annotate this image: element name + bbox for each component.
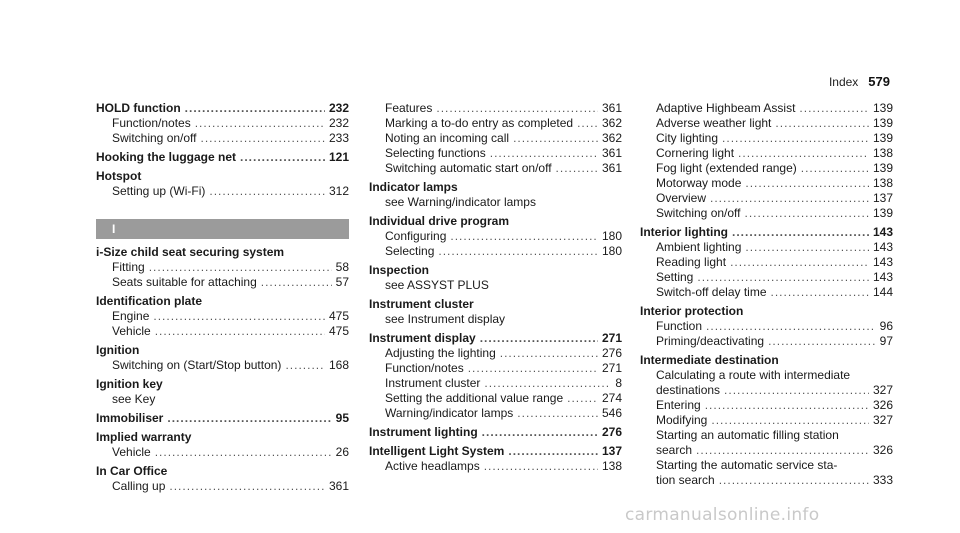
- index-subentry-label: Adverse weather light: [656, 116, 772, 130]
- index-subentry: [96, 445, 349, 460]
- index-subentry-page: 327: [872, 413, 893, 427]
- index-subentry: [640, 368, 893, 383]
- leader-dots: [490, 146, 598, 161]
- index-subentry-label: Function: [656, 319, 703, 333]
- index-subentry-page: 97: [879, 334, 893, 348]
- index-heading: [369, 214, 622, 229]
- index-subentry-label: Cornering light: [656, 146, 735, 160]
- index-subentry-label: Overview: [656, 191, 707, 205]
- index-subentry-page: 276: [601, 346, 622, 360]
- index-subentry-label: Warning/indicator lamps: [385, 406, 514, 420]
- page-header: [829, 74, 890, 89]
- index-subentry-label: Seats suitable for attaching: [112, 275, 257, 289]
- index-subentry: [640, 206, 893, 221]
- index-heading: [96, 411, 349, 426]
- index-subentry-label: Features: [385, 101, 433, 115]
- index-heading: [369, 180, 622, 195]
- index-subentry-label: Marking a to-do entry as completed: [385, 116, 574, 130]
- index-subentry: [369, 195, 622, 210]
- index-subentry-page: 333: [872, 473, 893, 487]
- index-subentry-label: Selecting functions: [385, 146, 486, 160]
- index-column-3: [640, 101, 893, 492]
- index-subentry-page: 180: [601, 244, 622, 258]
- leader-dots: [706, 319, 876, 334]
- leader-dots: [484, 376, 611, 391]
- col3-entries: [640, 101, 893, 492]
- index-subentry-page: 143: [872, 240, 893, 254]
- index-heading-label: Instrument display: [369, 331, 476, 345]
- index-subentry-label: Fog light (extended range): [656, 161, 797, 175]
- index-subentry-label: Noting an incoming call: [385, 131, 510, 145]
- leader-dots: [730, 255, 869, 270]
- index-subentry-page: 139: [872, 161, 893, 175]
- index-subentry-label: Function/notes: [385, 361, 464, 375]
- index-subentry: [369, 278, 622, 293]
- index-subentry-page: 137: [872, 191, 893, 205]
- leader-dots: [556, 161, 598, 176]
- section-letter-bar: I: [96, 219, 349, 239]
- leader-dots: [201, 131, 325, 146]
- index-entry: [96, 343, 349, 373]
- entry-gap: [640, 488, 893, 492]
- index-subentry-page: 361: [601, 101, 622, 115]
- index-subentry-page: 143: [872, 255, 893, 269]
- index-heading-label: Inspection: [369, 263, 430, 277]
- index-entry: [96, 150, 349, 165]
- index-heading-label: Individual drive program: [369, 214, 510, 228]
- leader-dots: [768, 334, 876, 349]
- index-subentry-page: 362: [601, 116, 622, 130]
- index-subentry: [369, 131, 622, 146]
- index-subentry-page: 362: [601, 131, 622, 145]
- index-subentry: [640, 383, 893, 398]
- leader-dots: [185, 101, 325, 116]
- leader-dots: [801, 161, 869, 176]
- index-subentry-label: Switching on (Start/Stop button): [112, 358, 282, 372]
- index-subentry-label: Instrument cluster: [385, 376, 481, 390]
- index-heading-label: i-Size child seat securing system: [96, 245, 285, 259]
- leader-dots: [209, 184, 325, 199]
- leader-dots: [745, 240, 869, 255]
- index-heading: [96, 169, 349, 184]
- index-subentry-page: 139: [872, 116, 893, 130]
- index-subentry-page: 138: [872, 176, 893, 190]
- index-subentry: [96, 184, 349, 199]
- index-heading: [369, 263, 622, 278]
- index-subentry-label: Priming/deactivating: [656, 334, 765, 348]
- index-entry: [369, 214, 622, 259]
- index-subentry: [369, 244, 622, 259]
- index-subentry-label: Setting up (Wi-Fi): [112, 184, 206, 198]
- index-heading-label: Instrument cluster: [369, 297, 474, 311]
- index-heading-label: Hotspot: [96, 169, 142, 183]
- leader-dots: [436, 101, 598, 116]
- index-subentry: [640, 413, 893, 428]
- index-subentry-label: see Instrument display: [385, 312, 506, 326]
- index-subentry-page: 58: [335, 260, 349, 274]
- index-subentry-label: Switching on/off: [112, 131, 197, 145]
- leader-dots: [705, 398, 869, 413]
- index-entry: [96, 377, 349, 407]
- entry-gap: [96, 494, 349, 498]
- index-subentry-label: Configuring: [385, 229, 447, 243]
- index-heading: [96, 294, 349, 309]
- leader-dots: [722, 131, 869, 146]
- leader-dots: [240, 150, 325, 165]
- index-subentry: [96, 479, 349, 494]
- index-heading-label: HOLD function: [96, 101, 181, 115]
- leader-dots: [732, 225, 869, 240]
- index-entry: [369, 444, 622, 474]
- index-entry: [369, 180, 622, 210]
- index-subentry: [369, 361, 622, 376]
- index-heading-page: 95: [335, 411, 349, 425]
- leader-dots: [167, 411, 331, 426]
- leader-dots: [285, 358, 325, 373]
- index-subentry: [640, 443, 893, 458]
- index-heading-page: 276: [601, 425, 622, 439]
- leader-dots: [508, 444, 598, 459]
- index-subentry-label: tion search: [656, 473, 715, 487]
- index-subentry-page: 144: [872, 285, 893, 299]
- index-subentry-label: Active headlamps: [385, 459, 480, 473]
- index-heading-label: Implied warranty: [96, 430, 192, 444]
- index-subentry: [369, 406, 622, 421]
- leader-dots: [745, 206, 869, 221]
- index-subentry-page: 8: [615, 376, 622, 390]
- index-subentry: [369, 101, 622, 116]
- index-subentry-page: 475: [328, 309, 349, 323]
- index-subentry-page: 271: [601, 361, 622, 375]
- leader-dots: [155, 324, 325, 339]
- leader-dots: [719, 473, 869, 488]
- index-heading-page: 121: [328, 150, 349, 164]
- index-heading: [96, 101, 349, 116]
- index-subentry-label: Setting: [656, 270, 694, 284]
- index-heading-label: Ignition: [96, 343, 140, 357]
- index-entry: [369, 297, 622, 327]
- index-subentry: [369, 391, 622, 406]
- index-heading-page: 232: [328, 101, 349, 115]
- index-subentry-page: 233: [328, 131, 349, 145]
- index-subentry: [640, 270, 893, 285]
- index-subentry: [369, 312, 622, 327]
- col1-entries: [96, 101, 349, 203]
- index-heading: [96, 150, 349, 165]
- index-column-1: [96, 101, 349, 498]
- index-subentry: [640, 240, 893, 255]
- index-subentry-label: Adjusting the lighting: [385, 346, 496, 360]
- index-subentry: [96, 324, 349, 339]
- leader-dots: [738, 146, 869, 161]
- index-subentry-page: 138: [872, 146, 893, 160]
- index-heading: [96, 430, 349, 445]
- leader-dots: [484, 459, 598, 474]
- leader-dots: [745, 176, 869, 191]
- index-subentry-label: Setting the additional value range: [385, 391, 564, 405]
- leader-dots: [513, 131, 598, 146]
- index-subentry: [640, 255, 893, 270]
- index-subentry: [369, 459, 622, 474]
- index-subentry: [96, 260, 349, 275]
- index-subentry-page: 139: [872, 101, 893, 115]
- index-subentry-page: 57: [335, 275, 349, 289]
- index-subentry-page: 96: [879, 319, 893, 333]
- index-subentry-page: 475: [328, 324, 349, 338]
- index-heading-label: Immobiliser: [96, 411, 164, 425]
- col2-entries: [369, 101, 622, 478]
- index-entry: [96, 245, 349, 290]
- leader-dots: [697, 270, 869, 285]
- index-subentry-page: 168: [328, 358, 349, 372]
- leader-dots: [799, 101, 869, 116]
- index-subentry: [640, 116, 893, 131]
- index-entry: [369, 101, 622, 176]
- index-heading-label: Interior protection: [640, 304, 744, 318]
- index-subentry-page: 361: [601, 161, 622, 175]
- index-subentry-label: Modifying: [656, 413, 708, 427]
- leader-dots: [450, 229, 598, 244]
- header-label: Index: [828, 75, 859, 89]
- index-heading: [369, 444, 622, 459]
- index-heading-page: 137: [601, 444, 622, 458]
- index-heading: [640, 304, 893, 319]
- page-number: 579: [868, 74, 890, 89]
- index-subentry: [640, 131, 893, 146]
- index-entry: [369, 425, 622, 440]
- index-subentry-page: 361: [328, 479, 349, 493]
- index-heading: [96, 245, 349, 260]
- index-heading-label: Ignition key: [96, 377, 163, 391]
- index-subentry-label: Adaptive Highbeam Assist: [656, 101, 796, 115]
- index-heading: [640, 353, 893, 368]
- leader-dots: [468, 361, 598, 376]
- index-subentry-label: search: [656, 443, 693, 457]
- index-entry: [640, 101, 893, 221]
- index-subentry: [640, 319, 893, 334]
- leader-dots: [169, 479, 325, 494]
- leader-dots: [775, 116, 869, 131]
- index-subentry-label: Motorway mode: [656, 176, 742, 190]
- index-entry: [640, 304, 893, 349]
- index-subentry: [96, 275, 349, 290]
- index-subentry-page: 26: [335, 445, 349, 459]
- index-subentry: [640, 473, 893, 488]
- index-heading-label: Intelligent Light System: [369, 444, 505, 458]
- index-heading: [640, 225, 893, 240]
- watermark: carmanualsonline.info: [625, 505, 820, 525]
- entry-gap: [369, 474, 622, 478]
- index-subentry: [369, 116, 622, 131]
- index-subentry-page: 138: [601, 459, 622, 473]
- index-subentry-label: Switching automatic start on/off: [385, 161, 552, 175]
- index-heading-label: In Car Office: [96, 464, 168, 478]
- index-subentry-page: 326: [872, 443, 893, 457]
- leader-dots: [517, 406, 598, 421]
- index-heading: [369, 425, 622, 440]
- index-heading-label: Indicator lamps: [369, 180, 458, 194]
- index-subentry: [369, 161, 622, 176]
- index-heading: [369, 297, 622, 312]
- index-subentry-page: 312: [328, 184, 349, 198]
- leader-dots: [710, 191, 869, 206]
- index-entry: [96, 169, 349, 199]
- index-subentry: [369, 229, 622, 244]
- index-entry: [96, 294, 349, 339]
- index-subentry-page: 232: [328, 116, 349, 130]
- index-subentry: [640, 101, 893, 116]
- index-subentry-page: 274: [601, 391, 622, 405]
- leader-dots: [155, 445, 332, 460]
- index-subentry-label: Calculating a route with intermediate: [656, 368, 851, 382]
- index-subentry-label: Function/notes: [112, 116, 191, 130]
- index-heading-label: Identification plate: [96, 294, 203, 308]
- index-subentry: [96, 392, 349, 407]
- index-subentry-label: Ambient lighting: [656, 240, 742, 254]
- index-heading: [96, 377, 349, 392]
- index-subentry-label: Starting an automatic filling station: [656, 428, 839, 442]
- index-subentry: [96, 309, 349, 324]
- leader-dots: [149, 260, 332, 275]
- index-subentry-label: see ASSYST PLUS: [385, 278, 489, 292]
- index-subentry-page: 326: [872, 398, 893, 412]
- index-entry: [96, 430, 349, 460]
- index-subentry-page: 327: [872, 383, 893, 397]
- entry-gap: [96, 199, 349, 203]
- leader-dots: [438, 244, 598, 259]
- index-entry: [369, 263, 622, 293]
- index-subentry: [369, 346, 622, 361]
- index-subentry: [640, 191, 893, 206]
- index-subentry: [640, 146, 893, 161]
- leader-dots: [480, 331, 598, 346]
- index-subentry-page: 139: [872, 206, 893, 220]
- leader-dots: [567, 391, 598, 406]
- index-subentry-label: see Key: [112, 392, 156, 406]
- index-entry: [96, 411, 349, 426]
- index-column-2: [369, 101, 622, 478]
- index-subentry: [640, 334, 893, 349]
- index-entry: [96, 101, 349, 146]
- leader-dots: [724, 383, 869, 398]
- index-entry: [369, 331, 622, 421]
- index-subentry: [369, 376, 622, 391]
- index-heading-page: 143: [872, 225, 893, 239]
- leader-dots: [482, 425, 598, 440]
- index-subentry: [640, 176, 893, 191]
- index-subentry-page: 139: [872, 131, 893, 145]
- index-subentry-page: 180: [601, 229, 622, 243]
- index-heading: [96, 464, 349, 479]
- index-subentry-label: Engine: [112, 309, 150, 323]
- col1b-entries: [96, 245, 349, 498]
- index-subentry: [640, 161, 893, 176]
- index-subentry-label: destinations: [656, 383, 721, 397]
- index-subentry-label: Switching on/off: [656, 206, 741, 220]
- index-subentry-label: City lighting: [656, 131, 719, 145]
- index-subentry-label: Vehicle: [112, 324, 151, 338]
- index-subentry-label: Starting the automatic service sta-: [656, 458, 838, 472]
- index-subentry-label: see Warning/indicator lamps: [385, 195, 536, 209]
- index-heading-page: 271: [601, 331, 622, 345]
- index-subentry-label: Calling up: [112, 479, 166, 493]
- leader-dots: [771, 285, 869, 300]
- leader-dots: [577, 116, 598, 131]
- index-subentry-label: Entering: [656, 398, 701, 412]
- leader-dots: [696, 443, 869, 458]
- index-heading-label: Hooking the luggage net: [96, 150, 236, 164]
- leader-dots: [500, 346, 598, 361]
- index-entry: [640, 225, 893, 300]
- index-subentry: [96, 131, 349, 146]
- index-heading-label: Instrument lighting: [369, 425, 478, 439]
- index-subentry-page: 546: [601, 406, 622, 420]
- index-subentry: [640, 285, 893, 300]
- leader-dots: [195, 116, 325, 131]
- index-subentry: [640, 458, 893, 473]
- leader-dots: [711, 413, 869, 428]
- index-subentry-label: Selecting: [385, 244, 435, 258]
- index-entry: [96, 464, 349, 494]
- index-subentry-page: 143: [872, 270, 893, 284]
- index-heading-label: Intermediate destination: [640, 353, 779, 367]
- index-subentry-label: Switch-off delay time: [656, 285, 767, 299]
- index-entry: [640, 353, 893, 488]
- index-subentry-label: Reading light: [656, 255, 727, 269]
- index-subentry: [640, 428, 893, 443]
- leader-dots: [153, 309, 325, 324]
- index-heading-label: Interior lighting: [640, 225, 728, 239]
- index-subentry-page: 361: [601, 146, 622, 160]
- index-subentry: [96, 358, 349, 373]
- index-subentry-label: Fitting: [112, 260, 145, 274]
- index-subentry-label: Vehicle: [112, 445, 151, 459]
- index-subentry: [640, 398, 893, 413]
- index-subentry: [369, 146, 622, 161]
- index-heading: [96, 343, 349, 358]
- leader-dots: [261, 275, 332, 290]
- index-heading: [369, 331, 622, 346]
- index-subentry: [96, 116, 349, 131]
